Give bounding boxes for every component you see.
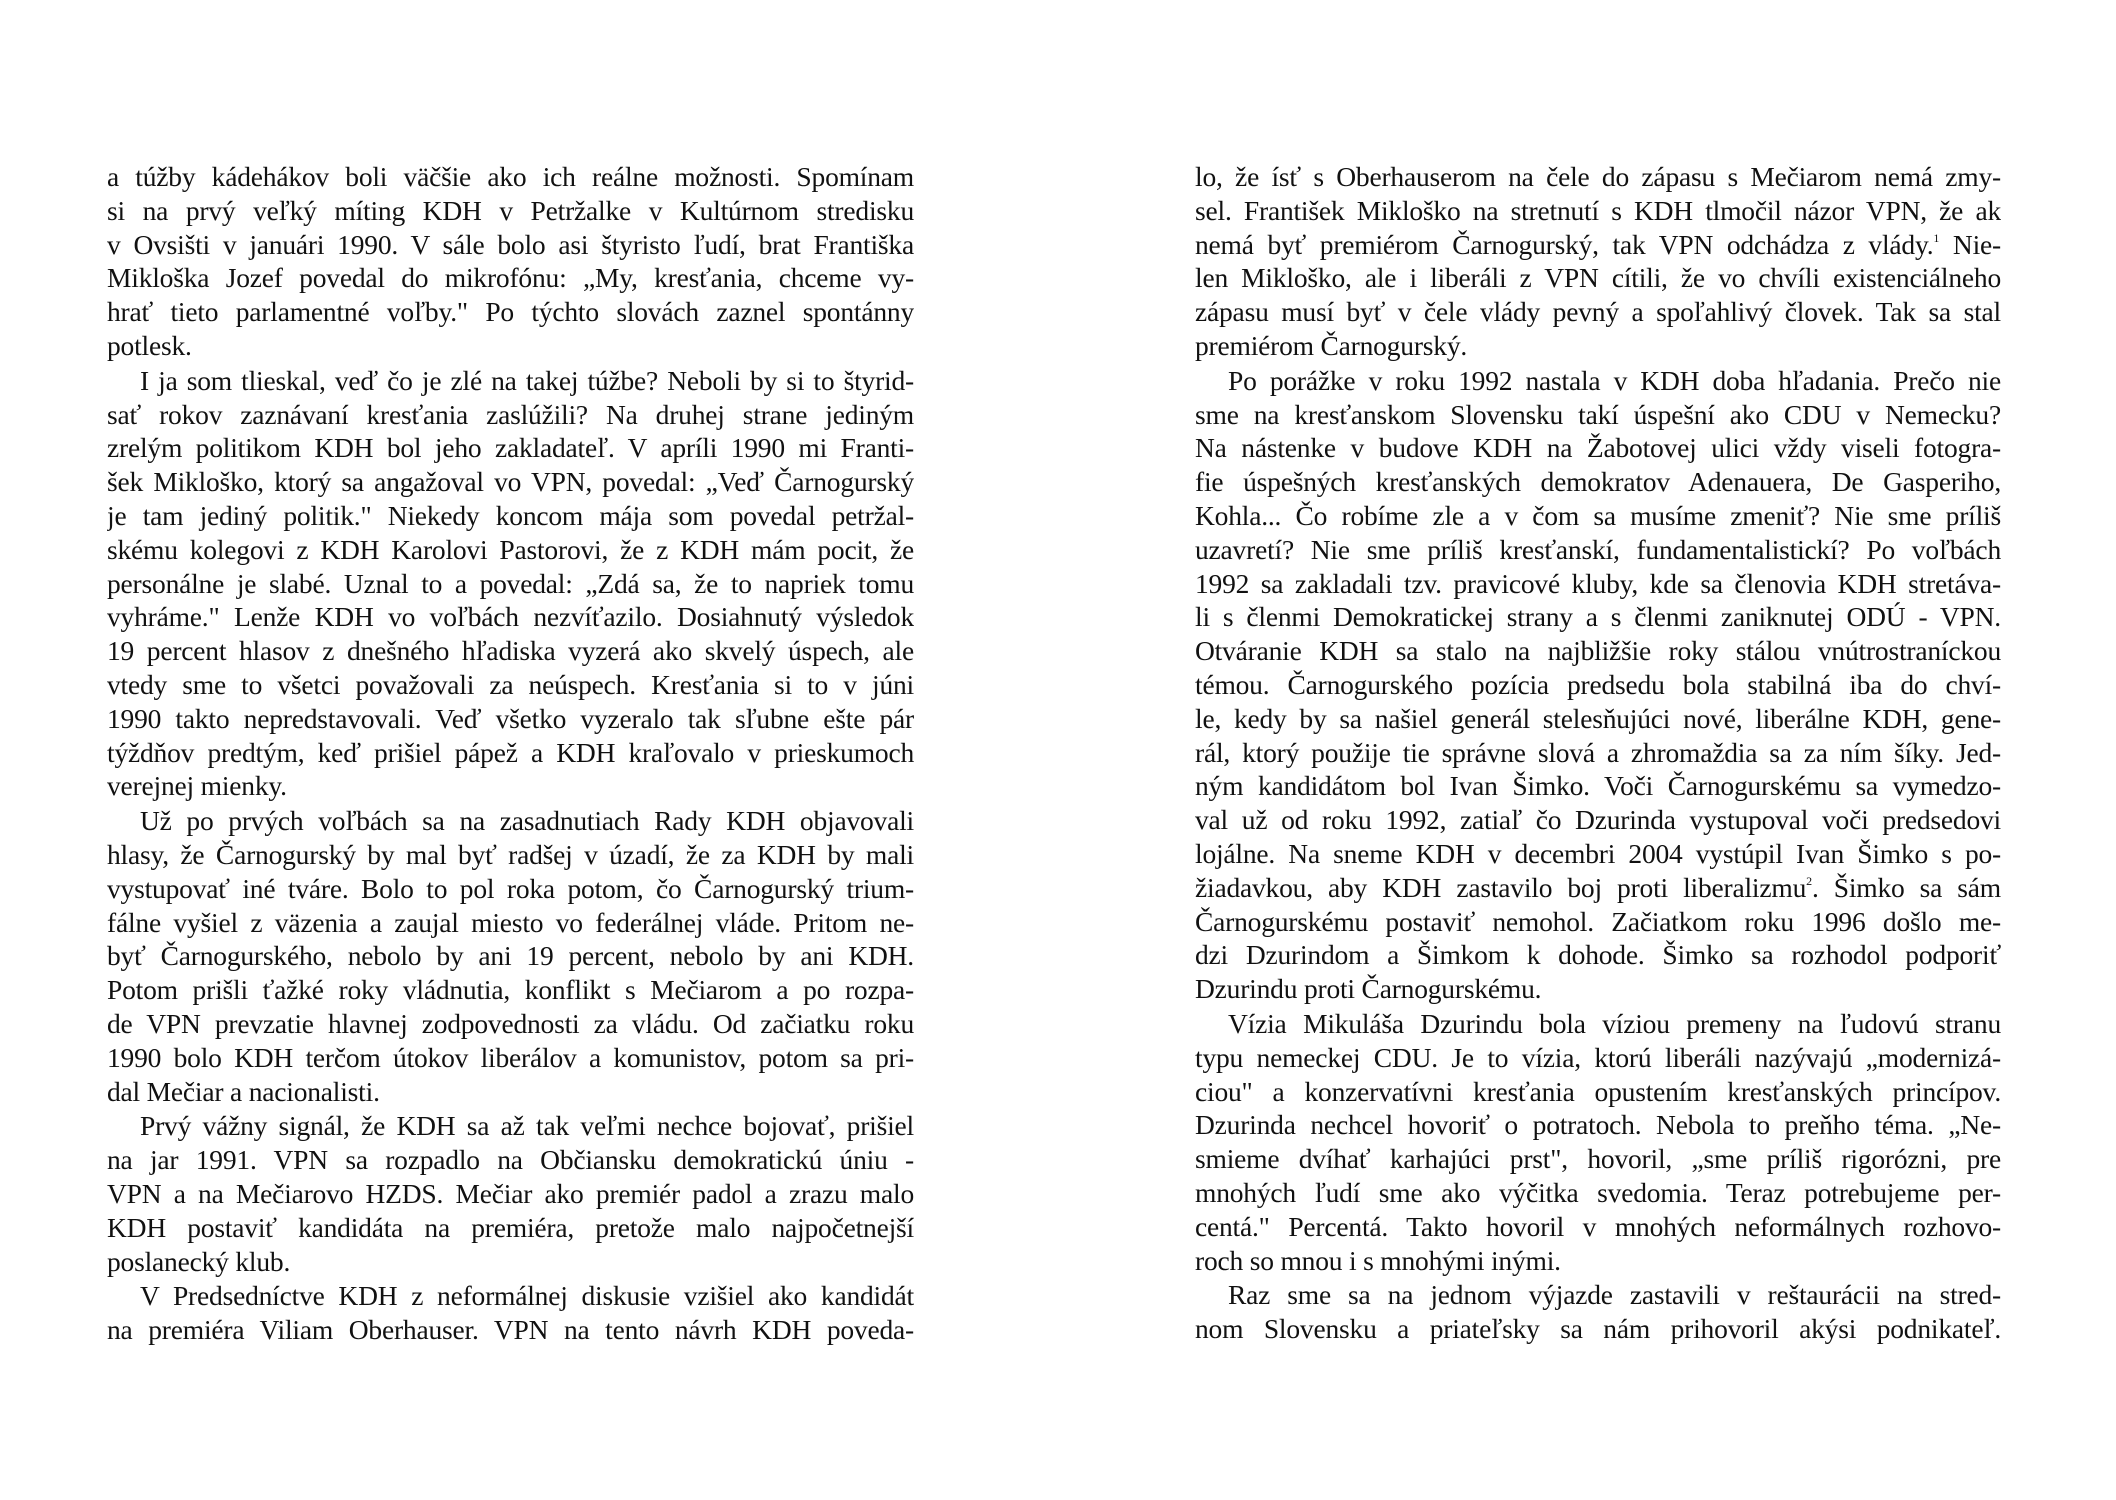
text-line: Vízia Mikuláša Dzurindu bola víziou premeny na ľudovú stranu [1228, 1007, 2001, 1039]
text-line: hrať tieto parlamentné voľby." Po týchto slovách zaznel spontánny [107, 296, 914, 328]
text-line: len Mikloško, ale i liberáli z VPN cítili, že vo chvíli existenciálneho [1195, 262, 2001, 294]
paragraph [1195, 364, 2001, 1006]
text-line: potlesk. [107, 329, 192, 361]
text-line: sel. František Mikloško na stretnutí s KDH tlmočil názor VPN, že ak [1195, 194, 2001, 226]
text-line: verejnej mienky. [107, 770, 287, 802]
text-line: Raz sme sa na jednom výjazde zastavili v reštaurácii na stred- [1228, 1279, 2001, 1311]
text-line: lo, že ísť s Oberhauserom na čele do zápasu s Mečiarom nemá zmy- [1195, 161, 2001, 192]
text-line: Kohla... Čo robíme zle a v čom sa musíme zmeniť? Nie sme príliš [1195, 499, 2001, 531]
text-line: na premiéra Viliam Oberhauser. VPN na tento návrh KDH poveda- [107, 1314, 914, 1346]
text-line: Na nástenke v budove KDH na Žabotovej ulici vždy viseli fotogra- [1195, 432, 2001, 464]
text-line: 1990 bolo KDH terčom útokov liberálov a komunistov, potom sa pri- [107, 1041, 914, 1073]
text-line: le, kedy by sa našiel generál stelesňujúci nové, liberálne KDH, gene- [1195, 702, 2001, 734]
footnote-mark[interactable]: 2 [1806, 873, 1812, 888]
text-line: premiérom Čarnogurský. [1195, 329, 1468, 361]
text-line: Potom prišli ťažké roky vládnutia, konflikt s Mečiarom a po rozpa- [107, 974, 914, 1006]
text-line: Dzurindu proti Čarnogurskému. [1195, 973, 1542, 1005]
text-line: hlasy, že Čarnogurský by mal byť radšej v úzadí, že za KDH by mali [107, 838, 914, 870]
text-line: vyhráme." Lenže KDH vo voľbách nezvíťazilo. Dosiahnutý výsledok [107, 601, 914, 633]
text-line: rál, ktorý použije tie správne slová a zhromaždia sa za ním šíky. Jed- [1195, 736, 2001, 768]
text-line: šek Mikloško, ktorý sa angažoval vo VPN, povedal: „Veď Čarnogurský [107, 466, 914, 498]
text-line: roch so mnou i s mnohými inými. [1195, 1244, 1561, 1276]
text-line: V Predsedníctve KDH z neformálnej diskusie vzišiel ako kandidát [140, 1280, 914, 1312]
text-segment: . Šimko sa sám [1811, 871, 2001, 903]
text-line: byť Čarnogurského, nebolo by ani 19 percent, nebolo by ani KDH. [107, 940, 914, 972]
paragraph [107, 1109, 914, 1278]
text-line: li s členmi Demokratickej strany a s členmi zaniknutej ODÚ - VPN. [1195, 601, 2001, 633]
text-line: smieme dvíhať karhajúci prst", hovoril, „sme príliš rigorózni, pre [1195, 1143, 2001, 1175]
text-line: skému kolegovi z KDH Karolovi Pastorovi, že z KDH mám pocit, že [107, 533, 914, 565]
text-line: zrelým politikom KDH bol jeho zakladateľ. V apríli 1990 mi Franti- [107, 432, 914, 464]
text-line: ciou" a konzervatívni kresťania opustením kresťanských princípov. [1195, 1075, 2001, 1107]
text-line: dzi Dzurindom a Šimkom k dohode. Šimko sa rozhodol podporiť [1195, 939, 2001, 971]
text-segment: nemá byť premiérom Čarnogurský, tak VPN odchádza z vlády. [1195, 228, 1934, 260]
text-line: týždňov predtým, keď prišiel pápež a KDH kraľovalo v prieskumoch [107, 736, 914, 768]
text-line: a túžby kádehákov boli väčšie ako ich reálne možnosti. Spomínam [107, 161, 914, 192]
text-line: nom Slovensku a priateľsky sa nám prihovoril akýsi podnikateľ. [1195, 1313, 2001, 1345]
paragraph [1195, 1278, 2001, 1346]
text-line: témou. Čarnogurského pozícia predsedu bola stabilná iba do chví- [1195, 668, 2001, 700]
text-line: 19 percent hlasov z dnešného hľadiska vyzerá ako skvelý úspech, ale [107, 635, 914, 667]
text-line: Otváranie KDH sa stalo na najbližšie roky stálou vnútrostraníckou [1195, 635, 2001, 667]
text-line: mnohých ľudí sme ako výčitka svedomia. Teraz potrebujeme per- [1195, 1176, 2001, 1208]
text-line-with-footnote [1195, 871, 2001, 905]
text-line: uzavretí? Nie sme príliš kresťanskí, fundamentalistickí? Po voľbách [1195, 533, 2001, 565]
text-line: vtedy sme to všetci považovali za neúspech. Kresťania si to v júni [107, 668, 914, 700]
text-line: poslanecký klub. [107, 1245, 291, 1277]
text-line: 1990 takto nepredstavovali. Veď všetko vyzeralo tak sľubne ešte pár [107, 702, 914, 734]
text-line: v Ovsišti v januári 1990. V sále bolo asi štyristo ľudí, brat Františka [107, 228, 914, 260]
text-line: VPN a na Mečiarovo HZDS. Mečiar ako premiér padol a zrazu malo [107, 1177, 914, 1209]
paragraph [107, 364, 914, 803]
text-line: Už po prvých voľbách sa na zasadnutiach Rady KDH objavovali [140, 805, 914, 837]
paragraph [1195, 1007, 2001, 1277]
text-segment: Nie- [1939, 228, 2001, 260]
text-line: na jar 1991. VPN sa rozpadlo na Občiansku demokratickú úniu - [107, 1144, 914, 1176]
text-line: de VPN prevzatie hlavnej zodpovednosti za vládu. Od začiatku roku [107, 1007, 914, 1039]
text-line: Čarnogurskému postaviť nemohol. Začiatkom roku 1996 došlo me- [1195, 905, 2001, 937]
text-line: ným kandidátom bol Ivan Šimko. Voči Čarnogurskému sa vymedzo- [1195, 770, 2001, 802]
text-line: Dzurinda nechcel hovoriť o potratoch. Nebola to preňho téma. „Ne- [1195, 1109, 2001, 1141]
text-line: zápasu musí byť v čele vlády pevný a spoľahlivý človek. Tak sa stal [1195, 296, 2001, 328]
text-line: si na prvý veľký míting KDH v Petržalke v Kultúrnom stredisku [107, 194, 914, 226]
footnote-mark[interactable]: 1 [1933, 230, 1940, 245]
text-line: vystupovať iné tváre. Bolo to pol roka potom, čo Čarnogurský trium- [107, 872, 914, 904]
text-line: dal Mečiar a nacionalisti. [107, 1075, 380, 1107]
text-line: fie úspešných kresťanských demokratov Adenauera, De Gasperiho, [1195, 466, 2001, 498]
text-line: Po porážke v roku 1992 nastala v KDH doba hľadania. Prečo nie [1228, 364, 2001, 396]
text-line: typu nemeckej CDU. Je to vízia, ktorú liberáli nazývajú „modernizá- [1195, 1041, 2001, 1073]
text-line: fálne vyšiel z väzenia a zaujal miesto vo federálnej vláde. Pritom ne- [107, 906, 914, 938]
text-line: sať rokov zaznávaní kresťania zaslúžili? Na druhej strane jediným [107, 398, 914, 430]
text-line: sme na kresťanskom Slovensku takí úspešní ako CDU v Nemecku? [1195, 398, 2001, 430]
text-line: val už od roku 1992, zatiaľ čo Dzurinda vystupoval voči predsedovi [1195, 804, 2001, 836]
paragraph [107, 160, 914, 363]
text-line: 1992 sa zakladali tzv. pravicové kluby, kde sa členovia KDH stretáva- [1195, 567, 2001, 599]
text-segment: žiadavkou, aby KDH zastavilo boj proti liberalizmu [1195, 871, 1807, 903]
text-line: I ja som tlieskal, veď čo je zlé na takej túžbe? Neboli by si to štyrid- [140, 364, 914, 396]
left-page [107, 160, 914, 1348]
paragraph [1195, 160, 2001, 363]
text-line: personálne je slabé. Uznal to a povedal: „Zdá sa, že to napriek tomu [107, 567, 914, 599]
text-line: lojálne. Na sneme KDH v decembri 2004 vystúpil Ivan Šimko s po- [1195, 837, 2001, 869]
right-page [1195, 160, 2001, 1347]
text-line: je tam jediný politik." Niekedy koncom mája som povedal petržal- [107, 499, 914, 531]
paragraph [107, 1279, 914, 1347]
text-line: KDH postaviť kandidáta na premiéra, pretože malo najpočetnejší [107, 1211, 914, 1243]
paragraph [107, 804, 914, 1108]
text-line: Prvý vážny signál, že KDH sa až tak veľmi nechce bojovať, prišiel [140, 1110, 914, 1142]
text-line-with-footnote [1195, 228, 2001, 262]
text-line: Mikloška Jozef povedal do mikrofónu: „My, kresťania, chceme vy- [107, 262, 914, 294]
text-line: centá." Percentá. Takto hovoril v mnohých neformálnych rozhovo- [1195, 1210, 2001, 1242]
